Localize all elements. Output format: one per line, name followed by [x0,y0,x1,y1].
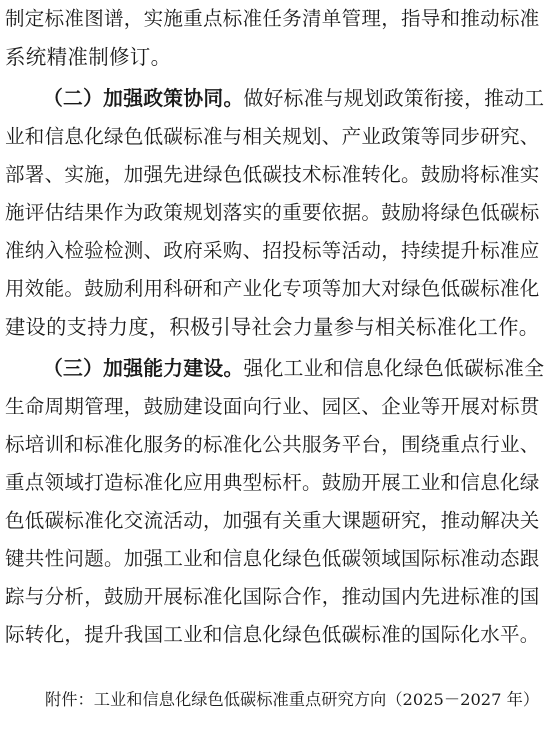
paragraph-line: 色低碳标准化交流活动，加强有关重大课题研究，推动解决关 [5,509,540,532]
section-3-first-line-text: 强化工业和信息化绿色低碳标准全 [243,357,545,380]
paragraph-line: 键共性问题。加强工业和信息化绿色低碳领域国际标准动态跟 [5,547,540,570]
paragraph-line: 重点领域打造标准化应用典型标杆。鼓励开展工业和信息化绿 [5,471,540,494]
section-2-heading: （二）加强政策协同。 [43,87,244,110]
section-3-heading: （三）加强能力建设。 [43,357,244,380]
section-2-first-line-text: 做好标准与规划政策衔接，推动工 [243,87,545,110]
section-2-first-line [43,80,544,118]
attachment-note: 附件：工业和信息化绿色低碳标准重点研究方向（2025－2027 年） [45,690,540,709]
paragraph-line: 踪与分析，鼓励开展标准化国际合作，推动国内先进标准的国 [5,585,540,608]
paragraph-line: 生命周期管理，鼓励建设面向行业、园区、企业等开展对标贯 [5,395,540,418]
paragraph-line: 施评估结果作为政策规划落实的重要依据。鼓励将绿色低碳标 [5,201,540,224]
paragraph-line: 业和信息化绿色低碳标准与相关规划、产业政策等同步研究、 [5,125,540,148]
document-page [5,0,545,740]
paragraph-line: 准纳入检验检测、政府采购、招投标等活动，持续提升标准应 [5,239,540,262]
paragraph-line: 部署、实施，加强先进绿色低碳技术标准转化。鼓励将标准实 [5,163,540,186]
section-3-first-line [43,350,544,388]
paragraph-line: 建设的支持力度，积极引导社会力量参与相关标准化工作。 [5,315,540,339]
paragraph-line: 用效能。鼓励利用科研和产业化专项等加大对绿色低碳标准化 [5,277,540,300]
paragraph-line: 际转化，提升我国工业和信息化绿色低碳标准的国际化水平。 [5,623,540,646]
paragraph-line: 系统精准制修订。 [5,45,172,69]
paragraph-line: 制定标准图谱，实施重点标准任务清单管理，指导和推动标准 [5,7,540,30]
paragraph-line: 标培训和标准化服务的标准化公共服务平台，围绕重点行业、 [5,433,540,456]
